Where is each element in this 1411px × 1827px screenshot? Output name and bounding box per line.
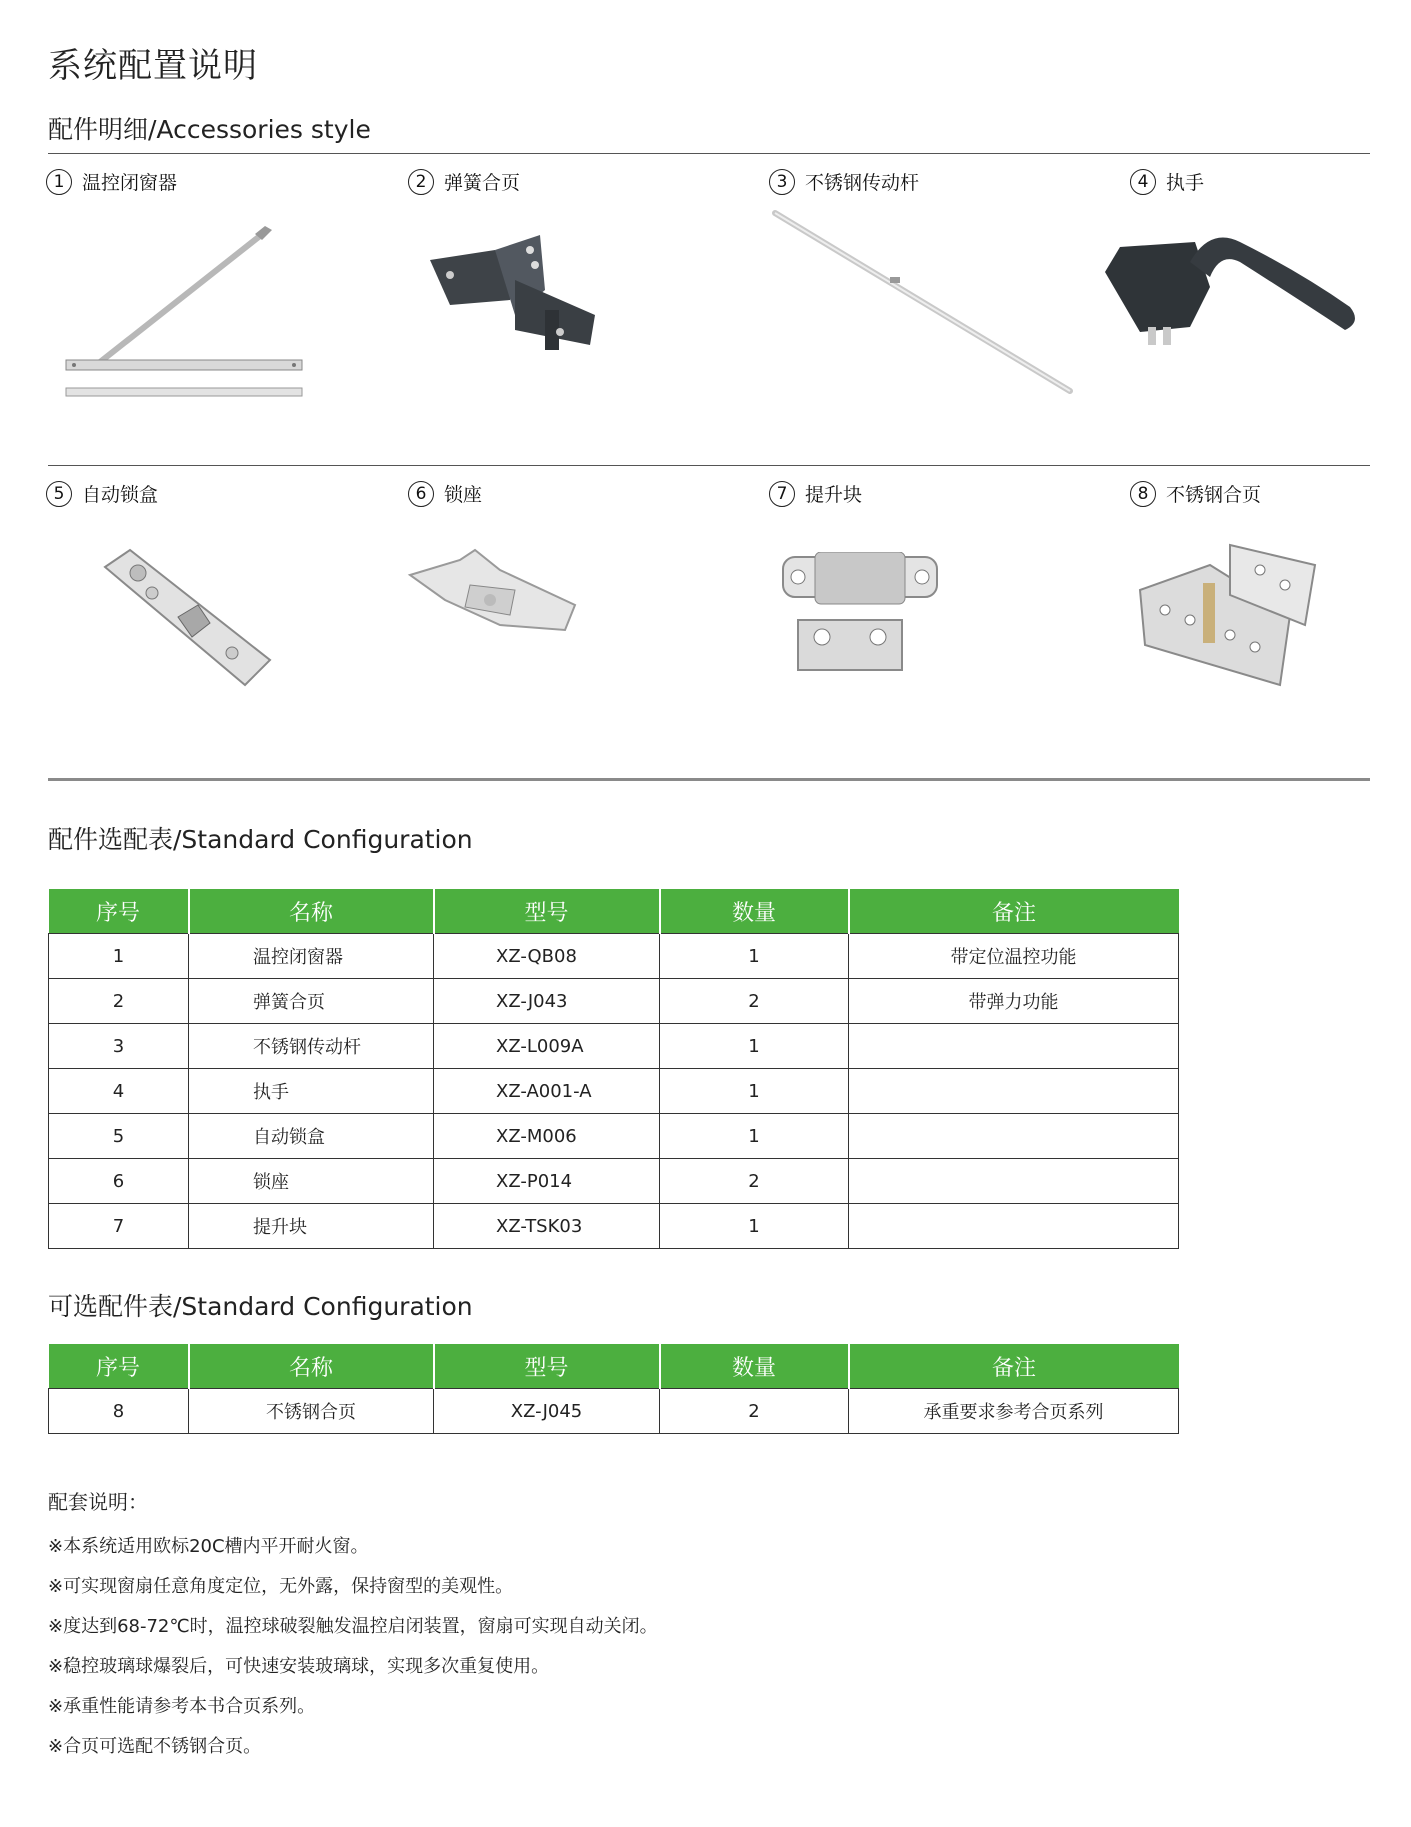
cell-index: 3 [49, 1024, 189, 1069]
lock-box-image [100, 545, 275, 690]
standard-config-title: 配件选配表/Standard Configuration [48, 825, 473, 854]
header-model: 型号 [434, 889, 660, 934]
cell-quantity: 2 [660, 979, 849, 1024]
accessories-title: 配件明细/Accessories style [48, 115, 371, 144]
cell-model: XZ-M006 [434, 1114, 660, 1159]
cell-name: 不锈钢传动杆 [189, 1024, 434, 1069]
lift-block-image [780, 552, 940, 677]
accessory-name: 执手 [1166, 172, 1205, 194]
cell-remark [849, 1204, 1179, 1249]
table-header-row [49, 1344, 1179, 1389]
accessory-label-5 [46, 480, 158, 507]
cell-model: XZ-J043 [434, 979, 660, 1024]
cell-name: 不锈钢合页 [189, 1389, 434, 1434]
cell-name: 执手 [189, 1069, 434, 1114]
optional-config-title: 可选配件表/Standard Configuration [48, 1292, 473, 1321]
accessory-label-3 [769, 168, 919, 195]
cell-quantity: 1 [660, 1069, 849, 1114]
cell-name: 提升块 [189, 1204, 434, 1249]
cell-index: 2 [49, 979, 189, 1024]
accessory-name: 锁座 [444, 484, 483, 506]
stainless-hinge-image [1135, 535, 1320, 695]
cell-quantity: 2 [660, 1389, 849, 1434]
cell-name: 锁座 [189, 1159, 434, 1204]
header-index: 序号 [49, 889, 189, 934]
header-remark: 备注 [849, 889, 1179, 934]
note-item: ※稳控玻璃球爆裂后，可快速安装玻璃球，实现多次重复使用。 [48, 1656, 550, 1677]
number-badge: 5 [46, 481, 72, 507]
lock-seat-image [405, 545, 585, 645]
note-item: ※可实现窗扇任意角度定位，无外露，保持窗型的美观性。 [48, 1576, 514, 1597]
cell-remark [849, 1069, 1179, 1114]
cell-quantity: 1 [660, 1024, 849, 1069]
table-row [49, 934, 1179, 979]
cell-index: 8 [49, 1389, 189, 1434]
cell-model: XZ-P014 [434, 1159, 660, 1204]
cell-remark [849, 1114, 1179, 1159]
cell-index: 4 [49, 1069, 189, 1114]
cell-quantity: 1 [660, 934, 849, 979]
table-row [49, 1159, 1179, 1204]
accessory-label-7 [769, 480, 862, 507]
cell-remark: 带弹力功能 [849, 979, 1179, 1024]
cell-quantity: 1 [660, 1114, 849, 1159]
divider-middle [48, 465, 1370, 466]
stainless-rod-image [770, 205, 1075, 395]
cell-name: 弹簧合页 [189, 979, 434, 1024]
handle-image [1100, 232, 1365, 347]
header-name: 名称 [189, 889, 434, 934]
table-row [49, 979, 1179, 1024]
header-model: 型号 [434, 1344, 660, 1389]
cell-name: 自动锁盒 [189, 1114, 434, 1159]
accessory-label-1 [46, 168, 177, 195]
standard-config-table [48, 889, 1179, 1249]
accessory-label-2 [408, 168, 520, 195]
note-item: ※合页可选配不锈钢合页。 [48, 1736, 262, 1757]
table-row [49, 1389, 1179, 1434]
cell-remark [849, 1024, 1179, 1069]
divider-bottom [48, 778, 1370, 781]
note-item: ※本系统适用欧标20C槽内平开耐火窗。 [48, 1536, 369, 1557]
page-title: 系统配置说明 [48, 46, 258, 86]
accessory-label-6 [408, 480, 482, 507]
table-row [49, 1204, 1179, 1249]
header-index: 序号 [49, 1344, 189, 1389]
cell-model: XZ-J045 [434, 1389, 660, 1434]
number-badge: 7 [769, 481, 795, 507]
cell-index: 6 [49, 1159, 189, 1204]
number-badge: 2 [408, 169, 434, 195]
optional-config-table [48, 1344, 1179, 1434]
cell-remark [849, 1159, 1179, 1204]
divider-top [48, 153, 1370, 154]
cell-model: XZ-TSK03 [434, 1204, 660, 1249]
table-row [49, 1114, 1179, 1159]
window-closer-image [60, 218, 310, 403]
cell-index: 1 [49, 934, 189, 979]
accessory-label-4 [1130, 168, 1204, 195]
cell-index: 7 [49, 1204, 189, 1249]
accessory-name: 温控闭窗器 [82, 172, 178, 194]
cell-quantity: 2 [660, 1159, 849, 1204]
cell-model: XZ-QB08 [434, 934, 660, 979]
header-quantity: 数量 [660, 889, 849, 934]
cell-model: XZ-L009A [434, 1024, 660, 1069]
accessory-name: 不锈钢合页 [1166, 484, 1262, 506]
note-item: ※承重性能请参考本书合页系列。 [48, 1696, 316, 1717]
cell-name: 温控闭窗器 [189, 934, 434, 979]
accessory-name: 不锈钢传动杆 [805, 172, 920, 194]
table-header-row [49, 889, 1179, 934]
accessory-name: 弹簧合页 [444, 172, 521, 194]
cell-index: 5 [49, 1114, 189, 1159]
number-badge: 6 [408, 481, 434, 507]
cell-remark: 带定位温控功能 [849, 934, 1179, 979]
accessory-name: 自动锁盒 [82, 484, 159, 506]
header-name: 名称 [189, 1344, 434, 1389]
spring-hinge-image [420, 220, 620, 360]
number-badge: 4 [1130, 169, 1156, 195]
number-badge: 3 [769, 169, 795, 195]
header-remark: 备注 [849, 1344, 1179, 1389]
accessory-name: 提升块 [805, 484, 863, 506]
cell-quantity: 1 [660, 1204, 849, 1249]
cell-remark: 承重要求参考合页系列 [849, 1389, 1179, 1434]
table-row [49, 1024, 1179, 1069]
cell-model: XZ-A001-A [434, 1069, 660, 1114]
notes-title: 配套说明： [48, 1490, 148, 1514]
accessory-label-8 [1130, 480, 1261, 507]
table-row [49, 1069, 1179, 1114]
number-badge: 1 [46, 169, 72, 195]
number-badge: 8 [1130, 481, 1156, 507]
header-quantity: 数量 [660, 1344, 849, 1389]
note-item: ※度达到68-72℃时，温控球破裂触发温控启闭装置，窗扇可实现自动关闭。 [48, 1616, 658, 1637]
